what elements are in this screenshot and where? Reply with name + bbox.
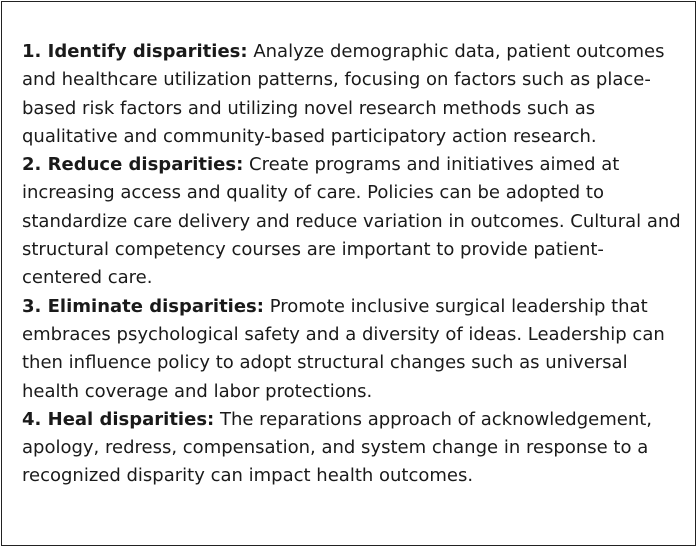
item-lead: 1. Identify disparities: bbox=[22, 41, 248, 62]
text-box-frame bbox=[1, 1, 696, 546]
item-heal-disparities bbox=[22, 406, 682, 491]
item-reduce-disparities bbox=[22, 151, 682, 292]
item-text: Create programs and initiatives aimed at increasing access and quality of care. Policies can be adopted to standardize care delivery and reduce variation in outcomes. Cultural and structural competency courses are important to provide patient-centered care. bbox=[22, 154, 681, 289]
item-lead: 4. Heal disparities: bbox=[22, 408, 215, 430]
item-lead: 2. Reduce disparities: bbox=[22, 154, 244, 176]
item-text: Analyze demographic data, patient outcomes and healthcare utilization patterns, focusing on factors such as place-based risk factors and utilizing novel research methods such as qualitative and community-based participatory action research. bbox=[22, 41, 665, 147]
item-text: Promote inclusive surgical leadership that embraces psychological safety and a diversity of ideas. Leadership can then influence policy to adopt structural changes such as universal health coverage and labor protections. bbox=[22, 295, 665, 402]
text-box-content bbox=[22, 38, 682, 491]
item-lead: 3. Eliminate disparities: bbox=[22, 295, 264, 317]
item-text: The reparations approach of acknowledgement, apology, redress, compensation, and system change in response to a recognized disparity can impact health outcomes. bbox=[22, 408, 653, 487]
item-eliminate-disparities bbox=[22, 293, 682, 406]
item-identify-disparities bbox=[22, 38, 682, 151]
